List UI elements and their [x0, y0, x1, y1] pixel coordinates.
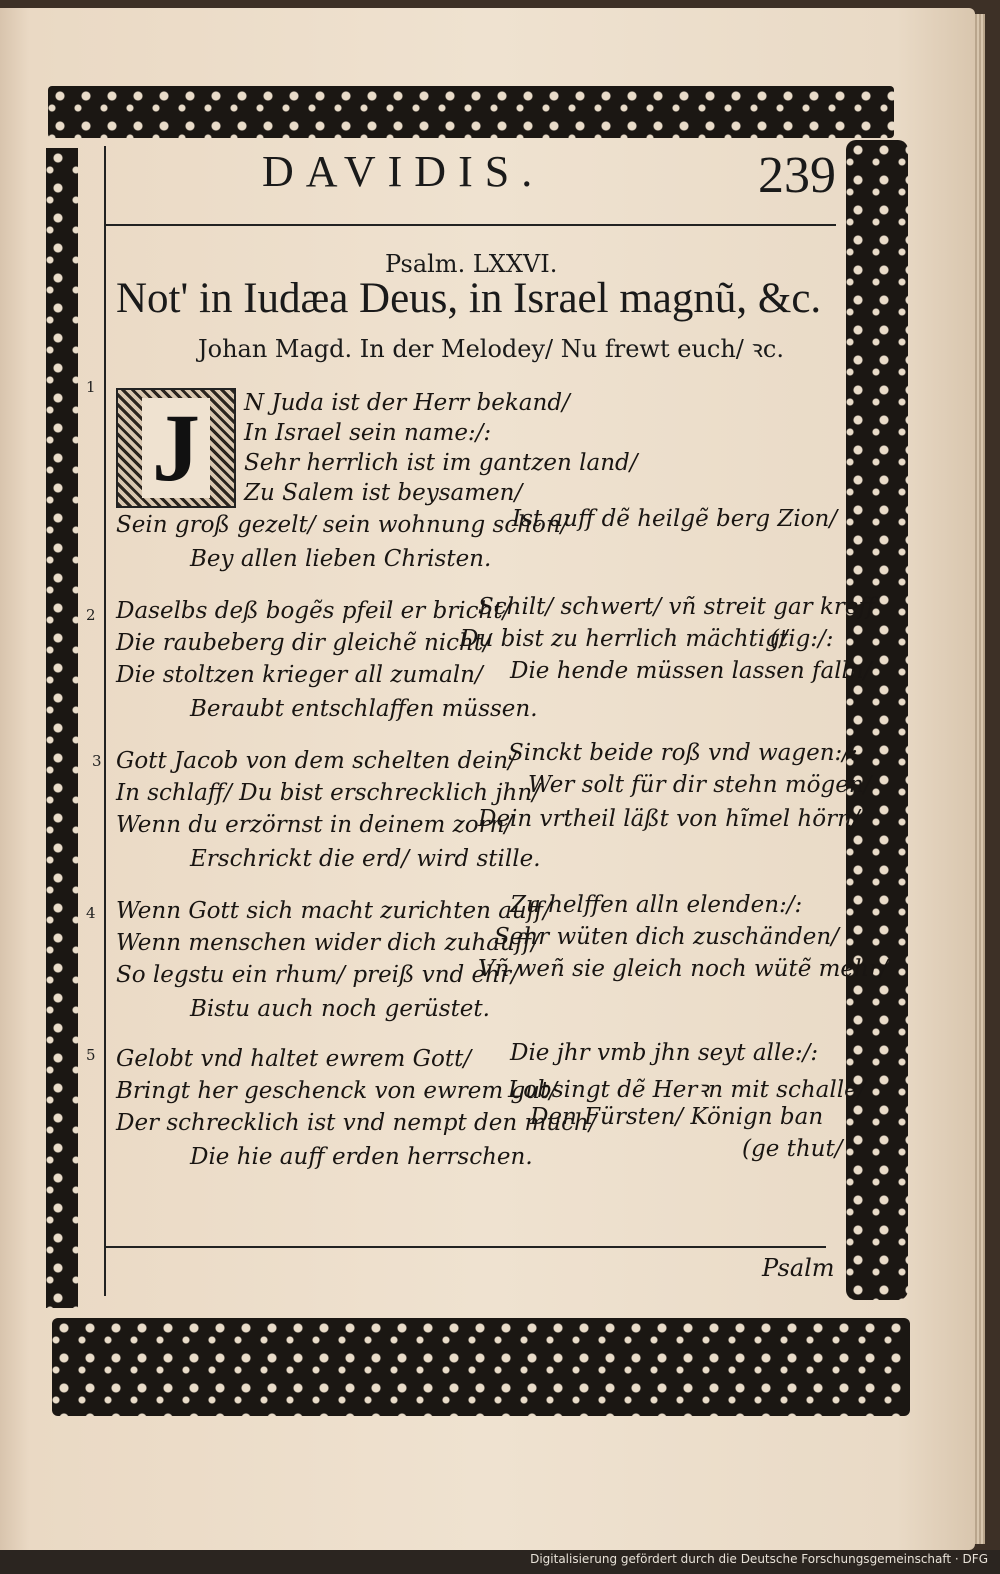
verse-line: Der schrecklich ist vnd nempt den much/: [116, 1110, 597, 1136]
verse-line: Bistu auch noch gerüstet.: [190, 996, 490, 1022]
verse-line: Sinckt beide roß vnd wagen:/:: [508, 740, 858, 766]
verse-line: Sehr herrlich ist im gantzen land/: [244, 450, 638, 476]
verse-line: Beraubt entschlaffen müssen.: [190, 696, 538, 722]
verse-line: Bey allen lieben Christen.: [190, 546, 492, 572]
verse-line: Lobsingt dẽ Herꝛn mit schalle/: [508, 1077, 866, 1103]
verse-line: Sehr wüten dich zuschänden/: [494, 924, 839, 950]
page-edge: [975, 14, 985, 1544]
verse-line: Wer solt für dir stehn mögen/: [528, 772, 872, 798]
verse-line: So legstu ein rhum/ preiß vnd ehr/: [116, 962, 519, 988]
verse-line: Die raubeberg dir gleichẽ nicht/: [116, 630, 491, 656]
verse-number: 4: [86, 904, 96, 922]
verse-number: 5: [86, 1046, 96, 1064]
decorated-initial: [116, 388, 236, 508]
verse-line: N Juda ist der Herr bekand/: [244, 390, 570, 416]
footer-credit: Digitalisierung gefördert durch die Deutsche Forschungsgemeinschaft · DFG: [530, 1552, 988, 1566]
verse-line: Die hie auff erden herrschen.: [190, 1144, 533, 1170]
verse-line: In schlaff/ Du bist erschrecklich jhn/: [116, 780, 540, 806]
verse-line: Wenn Gott sich macht zurichten auff/: [116, 898, 551, 924]
verse-line: Sein groß gezelt/ sein wohnung schon/: [116, 512, 569, 538]
verse-line: Gott Jacob von dem schelten dein/: [116, 748, 516, 774]
verse-number: 1: [86, 378, 96, 396]
verse-line: Gelobt vnd haltet ewrem Gott/: [116, 1046, 472, 1072]
verse-line: Daselbs deß bogẽs pfeil er bricht/: [116, 598, 511, 624]
verse-line: Bringt her geschenck von ewrem gut/: [116, 1078, 557, 1104]
verse-line: (tig:/:: [770, 626, 834, 652]
verse-line: Zu helffen alln elenden:/:: [510, 892, 803, 918]
verse-line: Den Fürsten/ Könign ban: [530, 1104, 824, 1130]
verse-number: 2: [86, 606, 96, 624]
catchword: Psalm: [762, 1254, 835, 1282]
bottom-ornament-border: [52, 1318, 910, 1416]
attribution: Johan Magd. In der Melodey/ Nu frewt euch/ ꝛc.: [198, 335, 784, 363]
left-ornament-border: [46, 148, 78, 1308]
verse-line: Wenn du erzörnst in deinem zorn/: [116, 812, 513, 838]
verse-line: Du bist zu herrlich mächtig/: [460, 626, 788, 652]
verse-number: 3: [92, 752, 102, 770]
verse-line: Dein vrtheil läßt von hĩmel hörn/: [478, 806, 860, 832]
latin-incipit: Not' in Iudæa Deus, in Israel magnũ, &c.: [116, 275, 822, 322]
header-rule: [106, 224, 836, 226]
verse-line: Schilt/ schwert/ vñ streit gar kreff: [478, 594, 875, 620]
running-title: DAVIDIS.: [262, 147, 545, 196]
verse-line: Vñ weñ sie gleich noch wütẽ mehr/: [478, 956, 888, 982]
footer-rule: [106, 1246, 826, 1248]
verse-line: Erschrickt die erd/ wird stille.: [190, 846, 541, 872]
initial-letter: J: [142, 398, 210, 498]
margin-rule: [104, 146, 106, 1296]
verse-line: (ge thut/: [742, 1136, 843, 1162]
top-ornament-border: [48, 86, 894, 138]
psalm-label: Psalm. LXXVI.: [385, 250, 558, 278]
right-ornament-border: [846, 140, 908, 1300]
verse-line: Ist auff dẽ heilgẽ berg Zion/: [512, 506, 838, 532]
verse-line: Wenn menschen wider dich zuhauff/: [116, 930, 539, 956]
verse-line: Die stoltzen krieger all zumaln/: [116, 662, 483, 688]
verse-line: Die hende müssen lassen falln/: [510, 658, 872, 684]
verse-line: Die jhr vmb jhn seyt alle:/:: [510, 1040, 819, 1066]
page-number: 239: [758, 147, 836, 204]
verse-line: Zu Salem ist beysamen/: [244, 480, 523, 506]
verse-line: In Israel sein name:/:: [244, 420, 492, 446]
